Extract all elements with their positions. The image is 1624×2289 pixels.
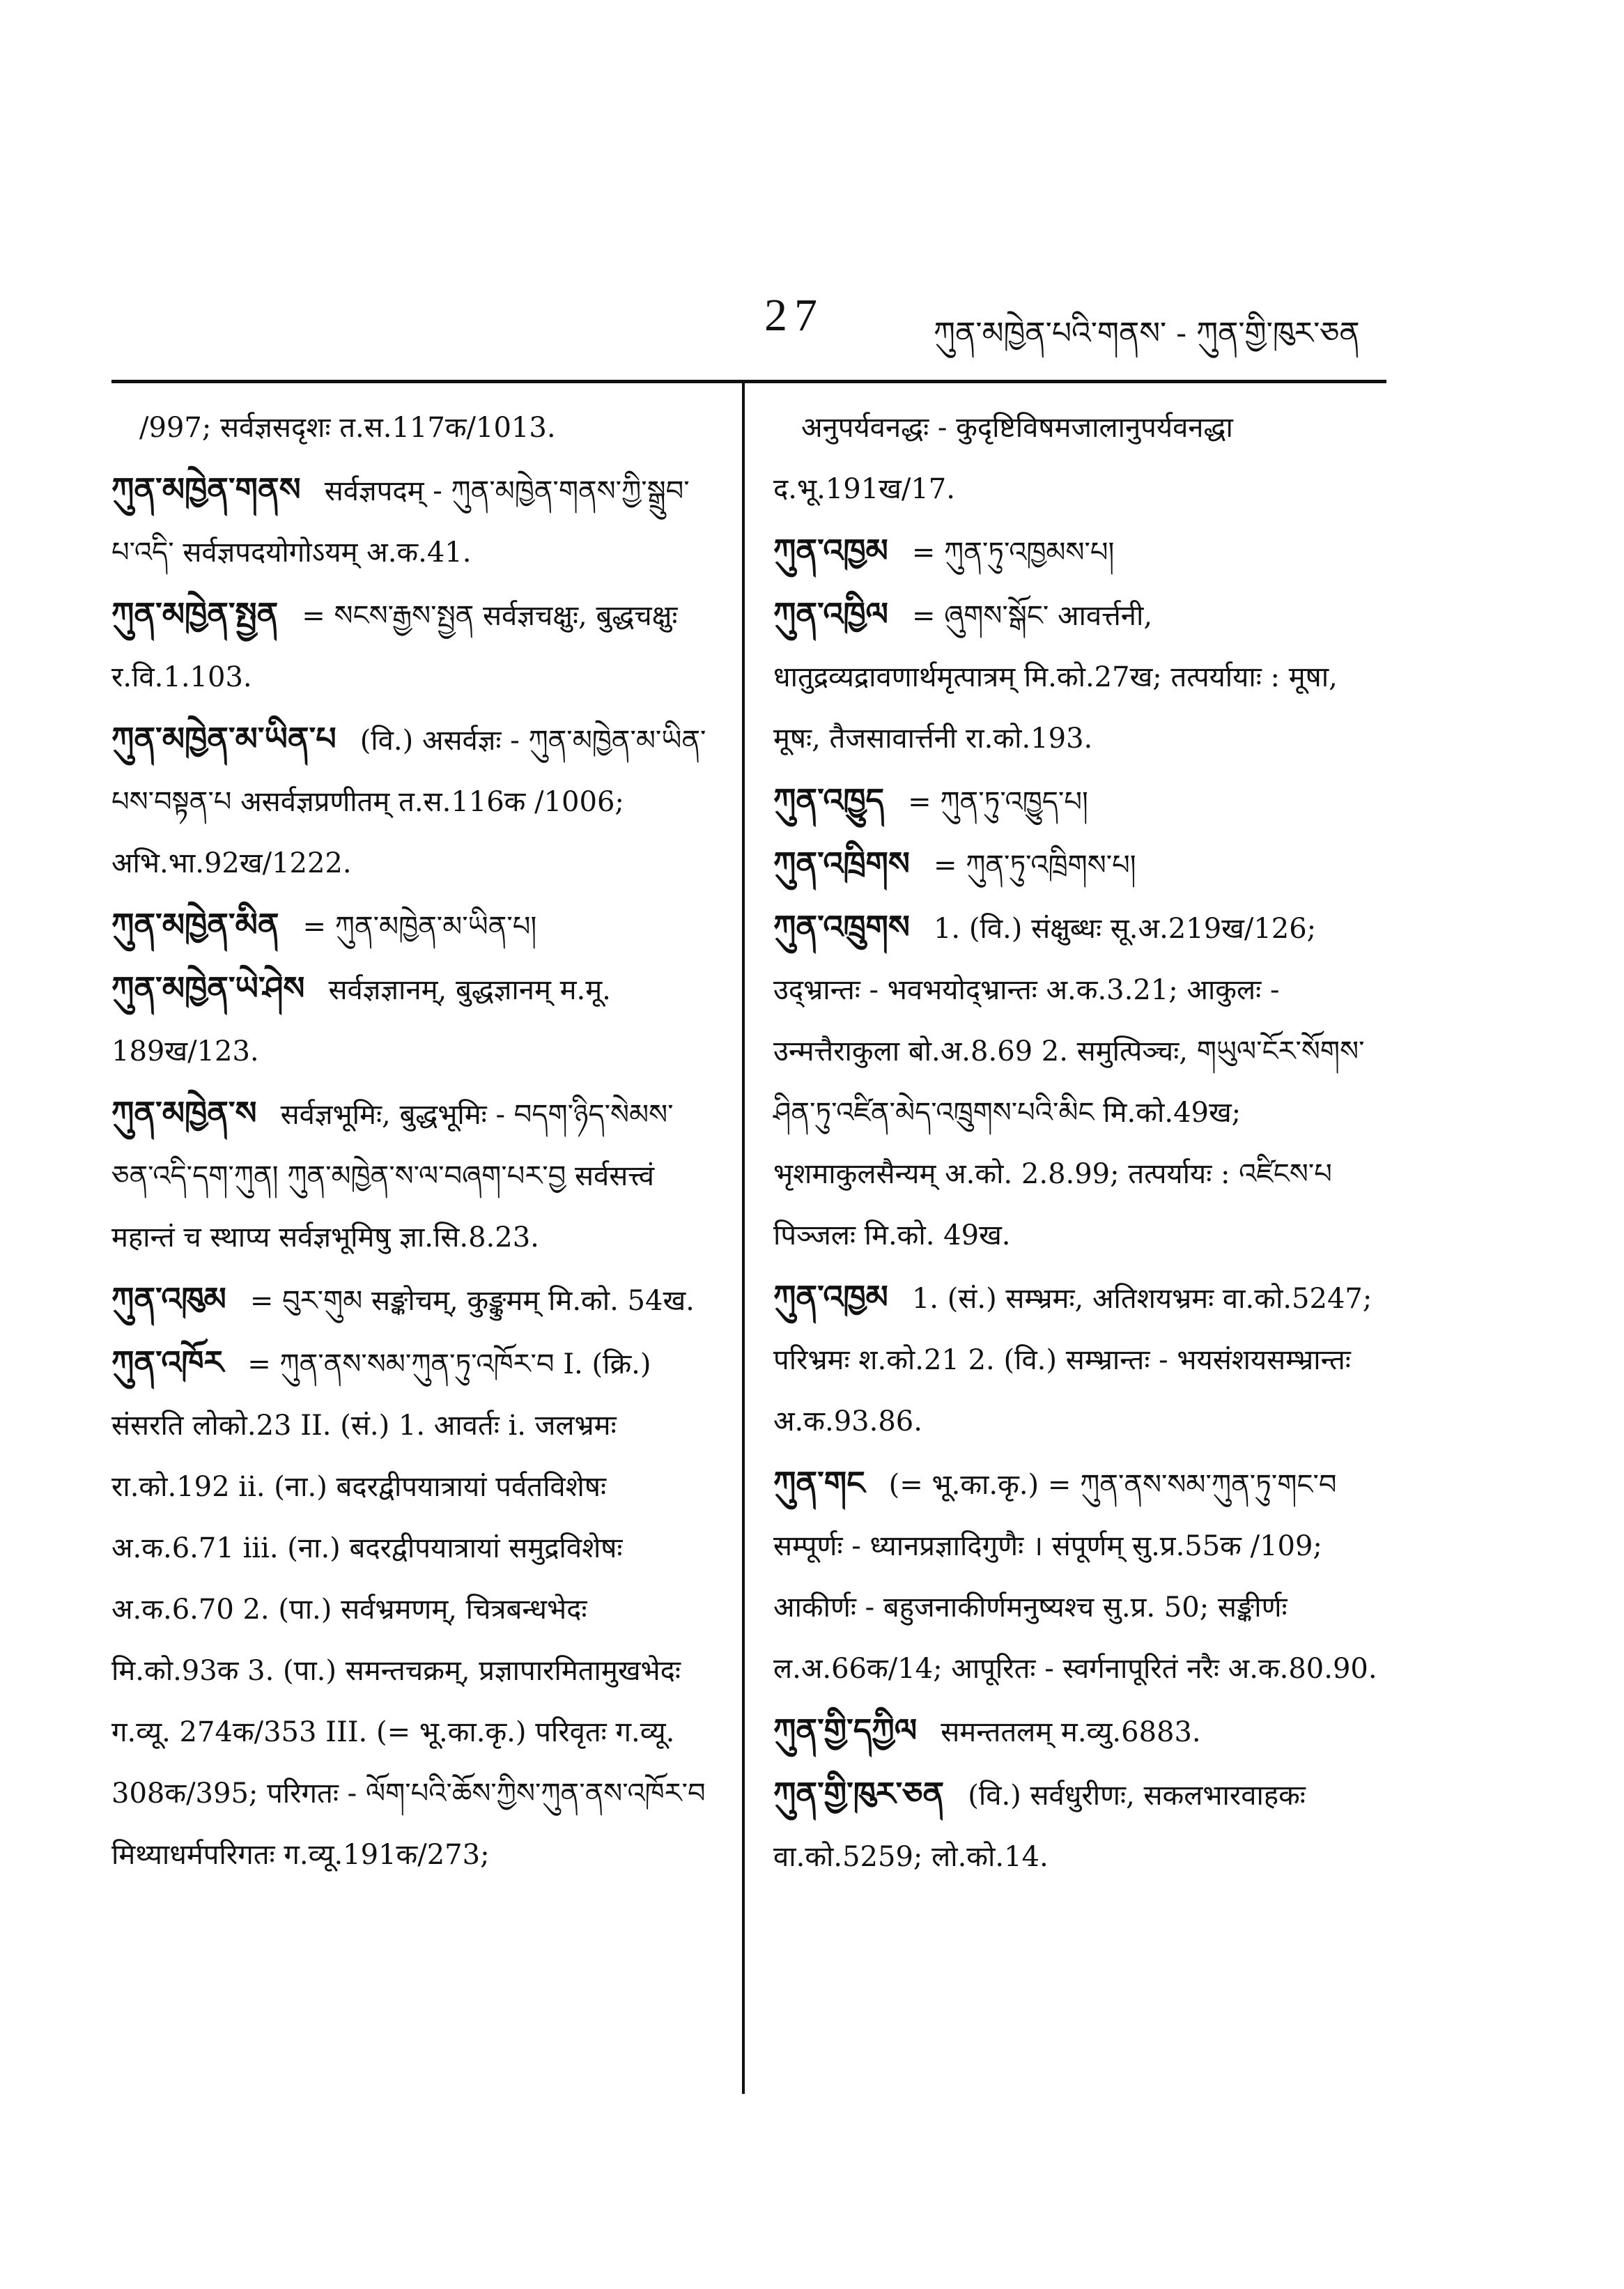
entry-text: = ཞུགས་སྒོང་ आवर्त्तनी, धातुद्रव्यद्रावणार्थमृत्पात्रम् मि.को.27ख; तत्पर्यायाः : मूषा, मूषः, तैजसावार्त्तनी रा.को.193. xyxy=(773,600,1338,755)
left-column xyxy=(111,397,711,1886)
entry-text: = སངས་རྒྱས་སྤྱན सर्वज्ञचक्षुः, बुद्धचक्षुः र.वि.1.103. xyxy=(111,600,678,693)
entry-text: /997; सर्वज्ञसदृशः त.स.117क/1013. xyxy=(139,412,556,444)
headword: ཀུན་མཁྱེན་གནས xyxy=(111,470,301,508)
headword: ཀུན་འཁྱམ xyxy=(773,532,888,569)
dictionary-entry xyxy=(773,1700,1386,1763)
entry-text: (वि.) सर्वधुरीणः, सकलभारवाहकः वा.को.5259; लो.को.14. xyxy=(773,1780,1306,1873)
dictionary-entry xyxy=(773,896,1386,1266)
entry-text: सर्वज्ञज्ञानम्, बुद्धज्ञानम् म.मू. 189ख/123. xyxy=(111,974,611,1068)
headword: ཀུན་གང xyxy=(773,1464,865,1502)
header-rule xyxy=(111,380,1386,383)
headword: ཀུན་འཁུམ xyxy=(111,1280,226,1318)
dictionary-entry xyxy=(773,1763,1386,1888)
entry-text: (वि.) असर्वज्ञः - ཀུན་མཁྱེན་མ་ཡིན་པས་བསྟན་པ असर्वज्ञप्रणीतम् त.स.116क /1006; अभि.भा.92ख/1222. xyxy=(111,725,706,879)
entry-text: (= भू.का.कृ.) = ཀུན་ནས་སམ་ཀུན་ཏུ་གང་བ सम्पूर्णः - ध्यानप्रज्ञादिगुणैः । संपूर्णम् सु.प्र.55क /109; आकीर्णः - बहुजनाकीर्णमनुष्यश्च सु.प्र. 50; सङ्कीर्णः ल.अ.66क/14; आपूरितः - स्वर्गनापूरितं नरैः अ.क.80.90. xyxy=(773,1469,1377,1685)
entry-text: सर्वज्ञपदम् - ཀུན་མཁྱེན་གནས་ཀྱི་སྒྲུབ་པ་འདི་ सर्वज्ञपदयोगोऽयम् अ.क.41. xyxy=(111,475,690,569)
entry-text: = ཀུན་ཏུ་འཁྱུད་པ། xyxy=(908,786,1088,818)
headword: ཀུན་གྱི་ཁུར་ཅན xyxy=(773,1775,945,1812)
entry-text: = ཀུན་ཏུ་འཁྲིགས་པ། xyxy=(933,849,1136,881)
headword: ཀུན་མཁྱེན་ས xyxy=(111,1094,257,1132)
entry-text: = ཀུན་ནས་སམ་ཀུན་ཏུ་འཁོར་བ I. (क्रि.) संसरति लोको.23 II. (सं.) 1. आवर्तः i. जलभ्रमः रा.को.192 ii. (ना.) बदरद्वीपयात्रायां पर्वतविशेषः अ.क.6.71 iii. (ना.) बदरद्वीपयात्रायां समुद्रविशेषः अ.क.6.70 2. (पा.) सर्वभ्रमणम्, चित्रबन्धभेदः मि.को.93क 3. (पा.) समन्तचक्रम्, प्रज्ञापारमितामुखभेदः ग.व्यू. 274क/353 III. (= भू.का.कृ.) परिवृतः ग.व्यू. 308क/395; परिगतः - ལོག་པའི་ཆོས་ཀྱིས་ཀུན་ནས་འཁོར་བ मिथ्याधर्मपरिगतः ग.व्यू.191क/273; xyxy=(111,1348,706,1871)
dictionary-entry xyxy=(111,708,711,894)
headword: ཀུན་གྱི་དཀྱིལ xyxy=(773,1711,918,1749)
entry-continuation xyxy=(773,397,1386,520)
entry-text: = བུར་གུམ सङ्कोचम्, कुङ्कुमम् मि.को. 54ख. xyxy=(249,1285,695,1317)
dictionary-entry xyxy=(111,957,711,1082)
headword: ཀུན་མཁྱེན་ཡེ་ཤེས xyxy=(111,969,305,1007)
entry-continuation xyxy=(111,397,711,458)
page-header xyxy=(111,282,1386,380)
entry-text: सर्वज्ञभूमिः, बुद्धभूमिः - བདག་ཉིད་སེམས་ཅན་འདི་དག་ཀུན། ཀུན་མཁྱེན་ས་ལ་བཞག་པར་བྱ सर्वसत्त्वं महान्तं च स्थाप्य सर्वज्ञभूमिषु ज्ञा.सि.8.23. xyxy=(111,1099,674,1254)
headword: ཀུན་འཁྱུད xyxy=(773,781,885,819)
headword: ཀུན་འཁྱམ xyxy=(773,1278,888,1316)
column-divider xyxy=(742,383,745,2094)
headword: ཀུན་འཁྱིལ xyxy=(773,595,889,633)
dictionary-entry xyxy=(773,583,1386,769)
dictionary-entry xyxy=(773,520,1386,583)
headword: ཀུན་འཁྲིགས xyxy=(773,845,910,882)
dictionary-entry xyxy=(111,583,711,708)
dictionary-entry xyxy=(111,894,711,957)
entry-text: 1. (वि.) संक्षुब्धः सू.अ.219ख/126; उद्भ्रान्तः - भवभयोद्भ्रान्तः अ.क.3.21; आकुलः - उन्मत्तैराकुला बो.अ.8.69 2. समुत्पिञ्चः, གཡུལ་ངོར་སོགས་ཤིན་ཏུ་འཛིན་མེད་འཁྲུགས་པའི་མིང मि.को.49ख; भृशमाकुलसैन्यम् अ.को. 2.8.99; तत्पर्यायः : འཛིངས་པ पिञ्जलः मि.को. 49ख. xyxy=(773,913,1365,1251)
headword: ཀུན་འཁོར xyxy=(111,1343,224,1381)
dictionary-entry xyxy=(111,1332,711,1886)
headword: ཀུན་འཁྲུགས xyxy=(773,908,910,946)
dictionary-entry xyxy=(773,1266,1386,1452)
headword: ཀུན་མཁྱེན་མིན xyxy=(111,906,279,943)
headword: ཀུན་མཁྱེན་སྤྱན xyxy=(111,595,279,633)
dictionary-entry xyxy=(773,769,1386,833)
dictionary-entry xyxy=(111,1268,711,1332)
entry-text: समन्ततलम् म.व्यु.6883. xyxy=(941,1716,1201,1748)
entry-text: 1. (सं.) सम्भ्रमः, अतिशयभ्रमः वा.को.5247; परिभ्रमः श.को.21 2. (वि.) सम्भ्रान्तः - भयसंशयसम्भ्रान्तः अ.क.93.86. xyxy=(773,1283,1372,1438)
dictionary-entry xyxy=(773,833,1386,896)
entry-text: = ཀུན་མཁྱེན་མ་ཡིན་པ། xyxy=(302,911,537,943)
right-column xyxy=(773,397,1386,1888)
entry-text: = ཀུན་ཏུ་འཁྱམས་པ། xyxy=(911,537,1115,569)
page-number: 27 xyxy=(764,290,824,341)
entry-text: अनुपर्यवनद्धः - कुदृष्टिविषमजालानुपर्यवनद्धा द.भू.191ख/17. xyxy=(773,412,1233,505)
dictionary-entry xyxy=(773,1452,1386,1700)
dictionary-entry xyxy=(111,458,711,583)
headword: ཀུན་མཁྱེན་མ་ཡིན་པ xyxy=(111,720,337,757)
running-head: ཀུན་མཁྱེན་པའི་གནས་ - ཀུན་གྱི་ཁུར་ཅན xyxy=(934,316,1360,351)
dictionary-entry xyxy=(111,1082,711,1268)
